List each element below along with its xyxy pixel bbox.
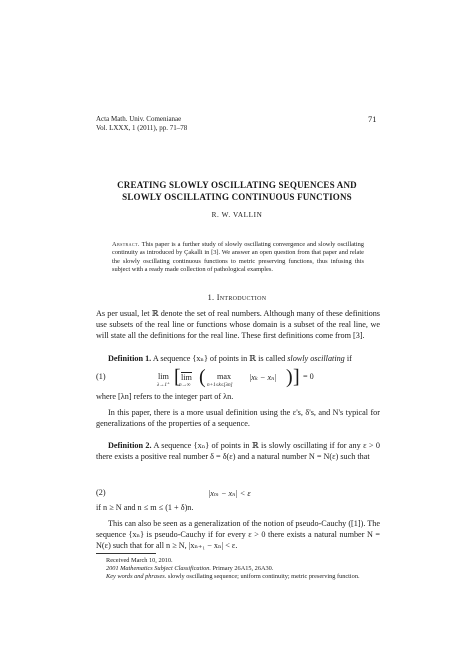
- eq1-lim-inner-sub: n→∞: [179, 382, 191, 388]
- footnote-received: Received March 10, 2010.: [106, 557, 173, 564]
- equation-1: [158, 364, 338, 394]
- eq1-right-paren: ): [286, 366, 293, 388]
- definition-1-text-after: if: [346, 354, 352, 363]
- footnote-msc-label: 2001 Mathematics Subject Classification.: [106, 565, 211, 572]
- eq1-left-bracket: [: [174, 366, 181, 388]
- paper-title-line2: SLOWLY OSCILLATING CONTINUOUS FUNCTIONS: [122, 192, 352, 202]
- definition-1-emph: slowly oscillating: [287, 354, 345, 363]
- footnote-keywords-label: Key words and phrases.: [106, 573, 167, 580]
- page-number: 71: [368, 114, 377, 124]
- eq1-right-bracket: ]: [293, 366, 300, 388]
- intro-paragraph: As per usual, let ℝ denote the set of real numbers. Although many of these definitions use subsets of the real line or functions whose domain is a subset of the real line, we will state all the definitions for the real line. These first definitions come from [3].: [96, 309, 380, 340]
- section-title: Introduction: [216, 293, 267, 302]
- definition-2-condition: if n ≥ N and n ≤ m ≤ (1 + δ)n.: [96, 503, 194, 512]
- equation-2-number: (2): [96, 488, 106, 497]
- footnote-rule: [96, 553, 156, 554]
- equation-2: |xₘ − xₙ| < ε: [208, 489, 251, 498]
- journal-name: Acta Math. Univ. Comenianae: [96, 115, 182, 123]
- definition-2: [96, 440, 380, 462]
- definition-2-label: Definition 2.: [108, 441, 152, 450]
- footnote-keywords-text: slowly oscillating sequence; uniform continuity; metric preserving function.: [167, 573, 360, 580]
- section-number: 1.: [207, 293, 215, 302]
- equation-1-number: (1): [96, 372, 106, 381]
- section-heading: [60, 293, 414, 302]
- paragraph-2: In this paper, there is a more usual definition using the ε's, δ's, and N's typical for generalizations of the properties of a sequence.: [96, 408, 380, 428]
- eq1-max: max: [217, 372, 232, 381]
- footnote-keywords: [96, 573, 380, 581]
- journal-volume: Vol. LXXX, 1 (2011), pp. 71–78: [96, 124, 188, 132]
- definition-1-where: where [λn] refers to the integer part of λn.: [96, 392, 234, 401]
- author-name: R. W. VALLIN: [211, 211, 263, 219]
- paragraph-3: This can also be seen as a generalization of the notion of pseudo-Cauchy ([1]). The sequence {xₙ} is pseudo-Cauchy if for every ε > 0 there exists a natural number N = N(ε) such that for all n ≥ N, |xₙ₊₁ − xₙ| < ε.: [96, 519, 380, 550]
- definition-2-text: A sequence {xₙ} of points in ℝ is slowly oscillating if for any ε > 0 there exists a positive real number δ = δ(ε) and a natural number N = N(ε) such that: [96, 441, 380, 461]
- footnote-msc-text: Primary 26A15, 26A30.: [212, 565, 274, 572]
- footnote-msc: [106, 565, 273, 573]
- eq1-term: |xₖ − xₙ|: [249, 373, 277, 382]
- eq1-lim-outer-sub: λ→1⁺: [157, 382, 170, 388]
- paper-title-line1: CREATING SLOWLY OSCILLATING SEQUENCES AND: [117, 180, 357, 190]
- abstract: [112, 241, 364, 275]
- eq1-lim-outer: lim: [158, 372, 169, 381]
- definition-1: [96, 353, 380, 364]
- abstract-label: Abstract.: [112, 241, 140, 248]
- eq1-lim-inner: lim: [181, 373, 192, 382]
- eq1-left-paren: (: [199, 366, 206, 388]
- definition-1-text-before: A sequence {xₙ} of points in ℝ is called: [152, 354, 286, 363]
- eq1-max-sub: n+1≤k≤[λn]: [207, 382, 233, 388]
- abstract-text: This paper is a further study of slowly oscillating convergence and slowly oscillating continuity as introduced by Çakalli in [3]. We answer an open question from that paper and relate the slowly oscillating continuous functions to metric preserving functions, thus infusing this subject with a ready made collection of pathological examples.: [112, 241, 365, 274]
- eq1-rhs: = 0: [303, 372, 314, 381]
- definition-1-label: Definition 1.: [108, 354, 152, 363]
